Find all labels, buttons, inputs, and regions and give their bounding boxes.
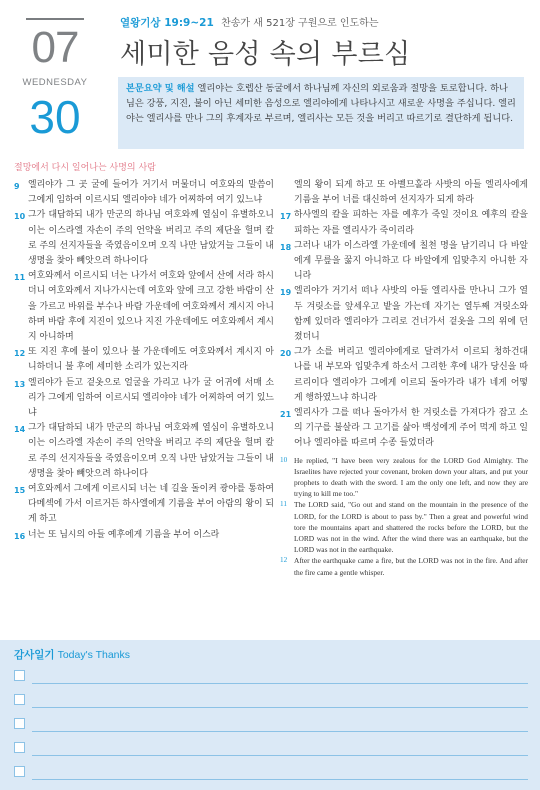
verse — [14, 482, 274, 528]
verse-text: 엘리야가 거기서 떠나 사밧의 아들 엘리사를 만나니 그가 열두 겨릿소를 앞세우고 밭을 가는데 자기는 열두째 겨릿소와 함께 있더라 엘리야가 그리로 건너가서 겉옷을 그의 위에 던졌더니 — [294, 286, 528, 343]
verse-text: 그가 대답하되 내가 만군의 하나님 여호와께 열심이 유별하오니 이는 이스라엘 자손이 주의 언약을 버리고 주의 제단을 헐며 칼로 주의 선지자들을 죽였음이오며 오직 나만 남았거늘 그들이 내 생명을 찾아 빼앗으려 하나이다 — [28, 423, 274, 479]
thanks-entry[interactable] — [14, 694, 528, 710]
verse — [14, 269, 274, 345]
summary-box — [118, 77, 524, 149]
english-verse — [280, 499, 528, 555]
verse-text: 그가 소를 버리고 엘리야에게로 달려가서 이르되 청하건대 나를 내 부모와 입맞추게 하소서 그리한 후에 내가 당신을 따르리이다 엘리야가 그에게 이르되 돌아가라 내가 네게 어떻게 행하였느냐 하니라 — [294, 347, 528, 403]
verse-continuation — [280, 178, 528, 208]
thanks-title — [14, 647, 130, 662]
english-verse — [280, 455, 528, 500]
verse-number: 10 — [280, 455, 288, 464]
thanks-entry[interactable] — [14, 742, 528, 758]
verse-number: 11 — [280, 500, 287, 509]
writing-line[interactable] — [32, 683, 528, 684]
english-translation — [280, 455, 528, 578]
english-verse — [280, 555, 528, 577]
writing-line[interactable] — [32, 779, 528, 780]
date-weekday: WEDNESDAY — [22, 77, 88, 88]
hymn-reference: 찬송가 새 521장 구원으로 인도하는 — [221, 18, 379, 29]
verse — [14, 345, 274, 375]
page-title: 세미한 음성 속의 부르심 — [120, 39, 411, 70]
thanks-title-ko: 감사일기 — [14, 649, 55, 661]
verse — [14, 208, 274, 269]
verse-number: 13 — [14, 379, 26, 389]
verse — [280, 406, 528, 452]
verse-text: 하사엘의 칼을 피하는 자를 예후가 죽일 것이요 예후의 칼을 피하는 자를 엘리사가 죽이리라 — [294, 210, 528, 236]
verse-number: 15 — [14, 486, 26, 496]
checkbox[interactable] — [14, 742, 25, 753]
verse-number: 20 — [280, 349, 292, 359]
verse — [280, 208, 528, 238]
verse — [14, 421, 274, 482]
verse-number: 14 — [14, 425, 26, 435]
verse-number: 16 — [14, 531, 26, 541]
thanks-entry[interactable] — [14, 766, 528, 782]
verse-text: 엘리야가 듣고 겉옷으로 얼굴을 가리고 나가 굴 어귀에 서매 소리가 그에게 임하여 이르시되 엘리야야 네가 어찌하여 여기 있느냐 — [28, 377, 274, 419]
verses-right-column — [280, 178, 528, 578]
verse-text: The LORD said, "Go out and stand on the mountain in the presence of the LORD, for the LORD is about to pass by." Then a great and powerful wind tore the mountains apart and shattered the rocks before the LORD, but the LORD was not in the wind. After the wind there was an earthquake, but the LORD was not in the earthquake. — [294, 500, 528, 555]
thanks-entry[interactable] — [14, 718, 528, 734]
summary-text: 엘리야는 호렙산 동굴에서 하나님께 자신의 외로움과 절망을 토로합니다. 하나님은 강풍, 지진, 불이 아닌 세미한 음성으로 엘리야에게 나타나시고 새로운 사명을 주십니다. 엘리야는 엘리사를 만나 그의 후계자로 부르며, 엘리사는 모든 것을 버리고 따르기로 결단하게 됩니다. — [126, 83, 516, 125]
verse-number: 12 — [280, 556, 288, 565]
verse-text: 그가 대답하되 내가 만군의 하나님 여호와께 열심이 유별하오니 이는 이스라엘 자손이 주의 언약을 버리고 주의 제단을 헐며 칼로 주의 선지자들을 죽였음이오며 오직 나만 남았거늘 그들이 내 생명을 찾아 빼앗으려 하나이다 — [28, 210, 274, 267]
verse — [14, 528, 274, 544]
date-divider — [26, 18, 84, 20]
passage-header — [120, 14, 379, 30]
verse-number: 10 — [14, 212, 26, 222]
thanks-entry[interactable] — [14, 670, 528, 686]
checkbox[interactable] — [14, 766, 25, 777]
section-title: 절망에서 다시 일어나는 사명의 사람 — [14, 163, 156, 173]
date-month: 07 — [31, 23, 79, 72]
verse-text: 또 지진 후에 불이 있으나 불 가운데에도 여호와께서 계시지 아니하더니 불 후에 세미한 소리가 있는지라 — [28, 347, 274, 373]
verse-number: 17 — [280, 212, 292, 222]
verse-text: After the earthquake came a fire, but the LORD was not in the fire. And after the fire came a gentle whisper. — [294, 556, 528, 577]
verse-text: 그러나 내가 이스라엘 가운데에 칠천 명을 남기리니 다 바알에게 무릎을 꿇지 아니하고 다 바알에게 입맞추지 아니한 자니라 — [294, 240, 528, 282]
verses-left-column — [14, 178, 274, 544]
scripture-reference: 열왕기상 19:9~21 — [120, 17, 214, 29]
thanks-title-en: Today's Thanks — [57, 649, 131, 661]
verse — [280, 345, 528, 406]
checkbox[interactable] — [14, 694, 25, 705]
verse-number: 18 — [280, 242, 292, 252]
verse-number: 21 — [280, 410, 292, 420]
verse-number: 11 — [14, 273, 26, 283]
writing-line[interactable] — [32, 731, 528, 732]
verse — [14, 376, 274, 422]
verse-text: He replied, "I have been very zealous for the LORD God Almighty. The Israelites have rejected your covenant, broken down your altars, and put your prophets to death with the sword. I am the only one left, and now they are trying to kill me too." — [294, 455, 528, 499]
verse — [280, 284, 528, 345]
writing-line[interactable] — [32, 755, 528, 756]
summary-label: 본문요약 및 해설 — [126, 83, 195, 94]
writing-line[interactable] — [32, 707, 528, 708]
verse-number: 19 — [280, 288, 292, 298]
checkbox[interactable] — [14, 718, 25, 729]
verse-number: 9 — [14, 182, 20, 191]
verse-text: 여호와께서 그에게 이르시되 너는 네 길을 돌이켜 광야를 통하여 다메섹에 가서 이르거든 하사엘에게 기름을 부어 아람의 왕이 되게 하고 — [28, 484, 274, 525]
date-day: 30 — [29, 91, 81, 143]
verse — [280, 239, 528, 285]
verse — [14, 178, 274, 208]
verse-text: 엘리야가 그 곳 굴에 들어가 거기서 머물더니 여호와의 말씀이 그에게 임하여 이르시되 엘리야야 네가 어찌하여 여기 있느냐 — [28, 180, 274, 206]
verse-number: 12 — [14, 349, 26, 359]
verse-text: 너는 또 님시의 아들 예후에게 기름을 부어 이스라 — [28, 529, 220, 540]
verse-text: 엘리사가 그를 떠나 돌아가서 한 겨릿소를 가져다가 잡고 소의 기구를 불살라 그 고기를 삶아 백성에게 주어 먹게 하고 일어나 엘리야를 따르며 수종 들었더라 — [294, 408, 528, 449]
verse-text: 엘의 왕이 되게 하고 또 아벨므홀라 사밧의 아들 엘리사에게 기름을 부어 너를 대신하여 선지자가 되게 하라 — [294, 180, 528, 206]
checkbox[interactable] — [14, 670, 25, 681]
verse-text: 여호와께서 이르시되 너는 나가서 여호와 앞에서 산에 서라 하시더니 여호와께서 지나가시는데 여호와 앞에 크고 강한 바람이 산을 가르고 바위를 부수나 바람 가운데에 여호와께서 계시지 아니하며 바람 후에 지진이 있으나 지진 가운데에도 여호와께서 계시지 아니하며 — [28, 271, 274, 343]
